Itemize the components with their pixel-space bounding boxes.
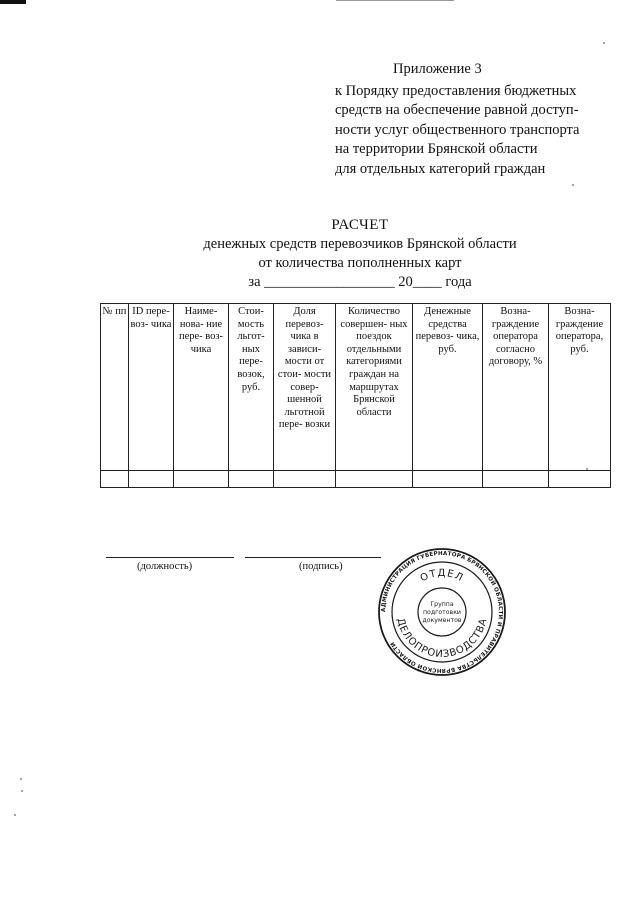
heading-line-1: денежных средств перевозчиков Брянской области	[203, 236, 517, 252]
official-stamp	[377, 547, 507, 677]
position-label: (должность)	[137, 561, 193, 572]
heading-period: за __________________ 20____ года	[248, 274, 472, 290]
table-cell	[129, 471, 174, 488]
scan-edge-mark	[0, 0, 26, 4]
stamp-center-line-1: Группа	[430, 601, 454, 608]
svg-text:ОТДЕЛ	[419, 568, 466, 584]
document-heading	[150, 216, 570, 292]
signature-line	[245, 557, 381, 558]
table-header-row	[101, 304, 611, 471]
column-header-number: № пп	[101, 304, 129, 471]
appendix-block	[335, 60, 605, 179]
scan-speck	[14, 814, 16, 816]
column-header-operator-fee-rub: Возна- граждение оператора, руб.	[549, 304, 611, 471]
appendix-line-1: к Порядку предоставления бюджетных	[335, 82, 577, 99]
stamp-outer-text: АДМИНИСТРАЦИЯ ГУБЕРНАТОРА БРЯНСКОЙ ОБЛАСТИ И ПРАВИТЕЛЬСТВА БРЯНСКОЙ ОБЛАСТИ	[380, 550, 504, 674]
stamp-arc-top: ОТДЕЛ	[418, 567, 466, 585]
column-header-carrier-funds: Денежные средства перевоз- чика, руб.	[413, 304, 483, 471]
appendix-line-2: средств на обеспечение равной доступ-	[335, 102, 579, 118]
table-cell	[483, 471, 549, 488]
appendix-line-3: ности услуг общественного транспорта	[335, 121, 580, 138]
scan-speck	[21, 790, 23, 792]
column-header-carrier-id: ID пере- воз- чика	[129, 304, 174, 471]
scan-speck	[586, 468, 588, 470]
heading-title: РАСЧЕТ	[331, 217, 389, 233]
column-header-operator-fee-percent: Возна- граждение оператора согласно договору, %	[483, 304, 549, 471]
position-signature-line	[106, 557, 234, 558]
column-header-trips-count: Количество совершен- ных поездок отдельными категориями граждан на маршрутах Брянской области	[336, 304, 413, 471]
scan-speck	[20, 778, 22, 780]
scan-edge-line	[336, 0, 454, 1]
column-header-carrier-name: Наиме- нова- ние пере- воз- чика	[174, 304, 229, 471]
scan-speck	[572, 184, 574, 186]
table-row	[101, 471, 611, 488]
stamp-center-line-2: подготовки	[423, 609, 461, 616]
appendix-line-4: на территории Брянской области	[335, 141, 538, 157]
appendix-title: Приложение 3	[393, 61, 482, 77]
table-cell	[101, 471, 129, 488]
column-header-carrier-share: Доля перевоз- чика в зависи- мости от стои- мости совер- шенной льготной пере- возки	[274, 304, 336, 471]
table-cell	[549, 471, 611, 488]
appendix-line-5: для отдельных категорий граждан	[335, 160, 546, 177]
table-cell	[229, 471, 274, 488]
calculation-table	[100, 303, 611, 488]
table-cell	[274, 471, 336, 488]
table-cell	[413, 471, 483, 488]
stamp-arc-bottom: ДЕЛОПРОИЗВОДСТВА	[394, 617, 490, 661]
stamp-center-line-3: документов	[422, 617, 462, 624]
table-cell	[336, 471, 413, 488]
heading-line-2: от количества пополненных карт	[258, 255, 462, 271]
signature-label: (подпись)	[299, 561, 343, 572]
table-cell	[174, 471, 229, 488]
scan-speck	[603, 42, 605, 44]
column-header-cost: Стои- мость льгот- ных пере- возок, руб.	[229, 304, 274, 471]
